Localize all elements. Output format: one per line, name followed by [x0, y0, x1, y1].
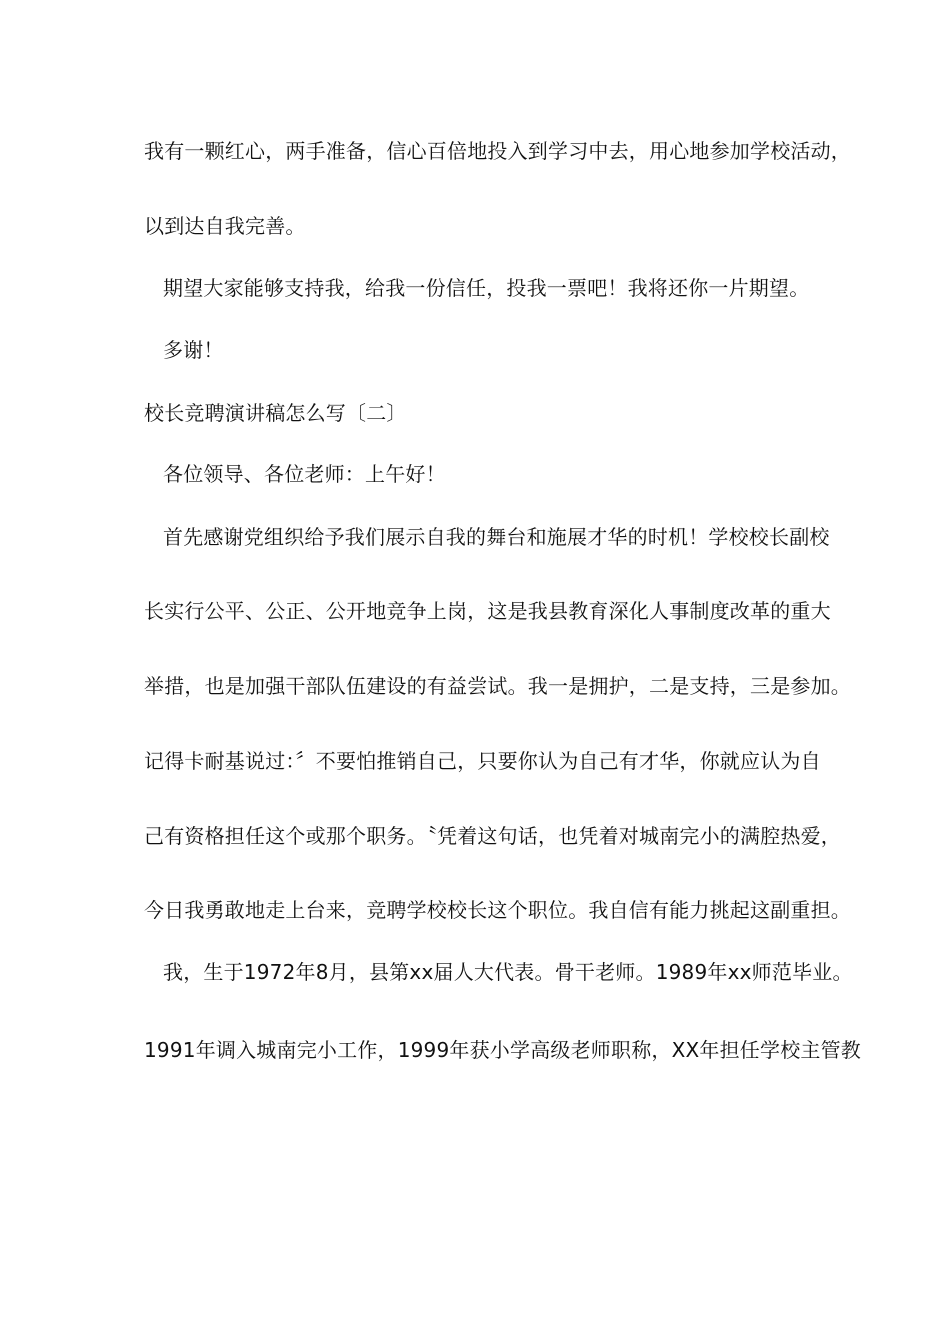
- paragraph-line: 我有一颗红心，两手准备，信心百倍地投入到学习中去，用心地参加学校活动，: [144, 139, 851, 163]
- paragraph-line: 1991年调入城南完小工作，1999年获小学高级老师职称，XX年担任学校主管教: [144, 1038, 861, 1062]
- paragraph-line: 今日我勇敢地走上台来，竞聘学校校长这个职位。我自信有能力挑起这副重担。: [144, 898, 851, 922]
- paragraph-line: 以到达自我完善。: [144, 214, 306, 238]
- paragraph-line: 我，生于1972年8月，县第xx届人大代表。骨干老师。1989年xx师范毕业。: [163, 960, 853, 984]
- paragraph-line: 期望大家能够支持我，给我一份信任，投我一票吧！我将还你一片期望。: [163, 276, 810, 300]
- paragraph-line: 首先感谢党组织给予我们展示自我的舞台和施展才华的时机！学校校长副校: [163, 525, 830, 549]
- paragraph-line: 长实行公平、公正、公开地竞争上岗，这是我县教育深化人事制度改革的重大: [144, 599, 831, 623]
- section-heading: 校长竞聘演讲稿怎么写〔二〕: [144, 401, 407, 425]
- paragraph-line: 记得卡耐基说过：〞不要怕推销自己，只要你认为自己有才华，你就应认为自: [144, 749, 821, 773]
- greeting-line: 各位领导、各位老师：上午好！: [163, 462, 446, 486]
- closing-line: 多谢！: [163, 338, 224, 362]
- paragraph-line: 己有资格担任这个或那个职务。〝凭着这句话，也凭着对城南完小的满腔热爱，: [144, 824, 841, 848]
- paragraph-line: 举措，也是加强干部队伍建设的有益尝试。我一是拥护，二是支持，三是参加。: [144, 674, 851, 698]
